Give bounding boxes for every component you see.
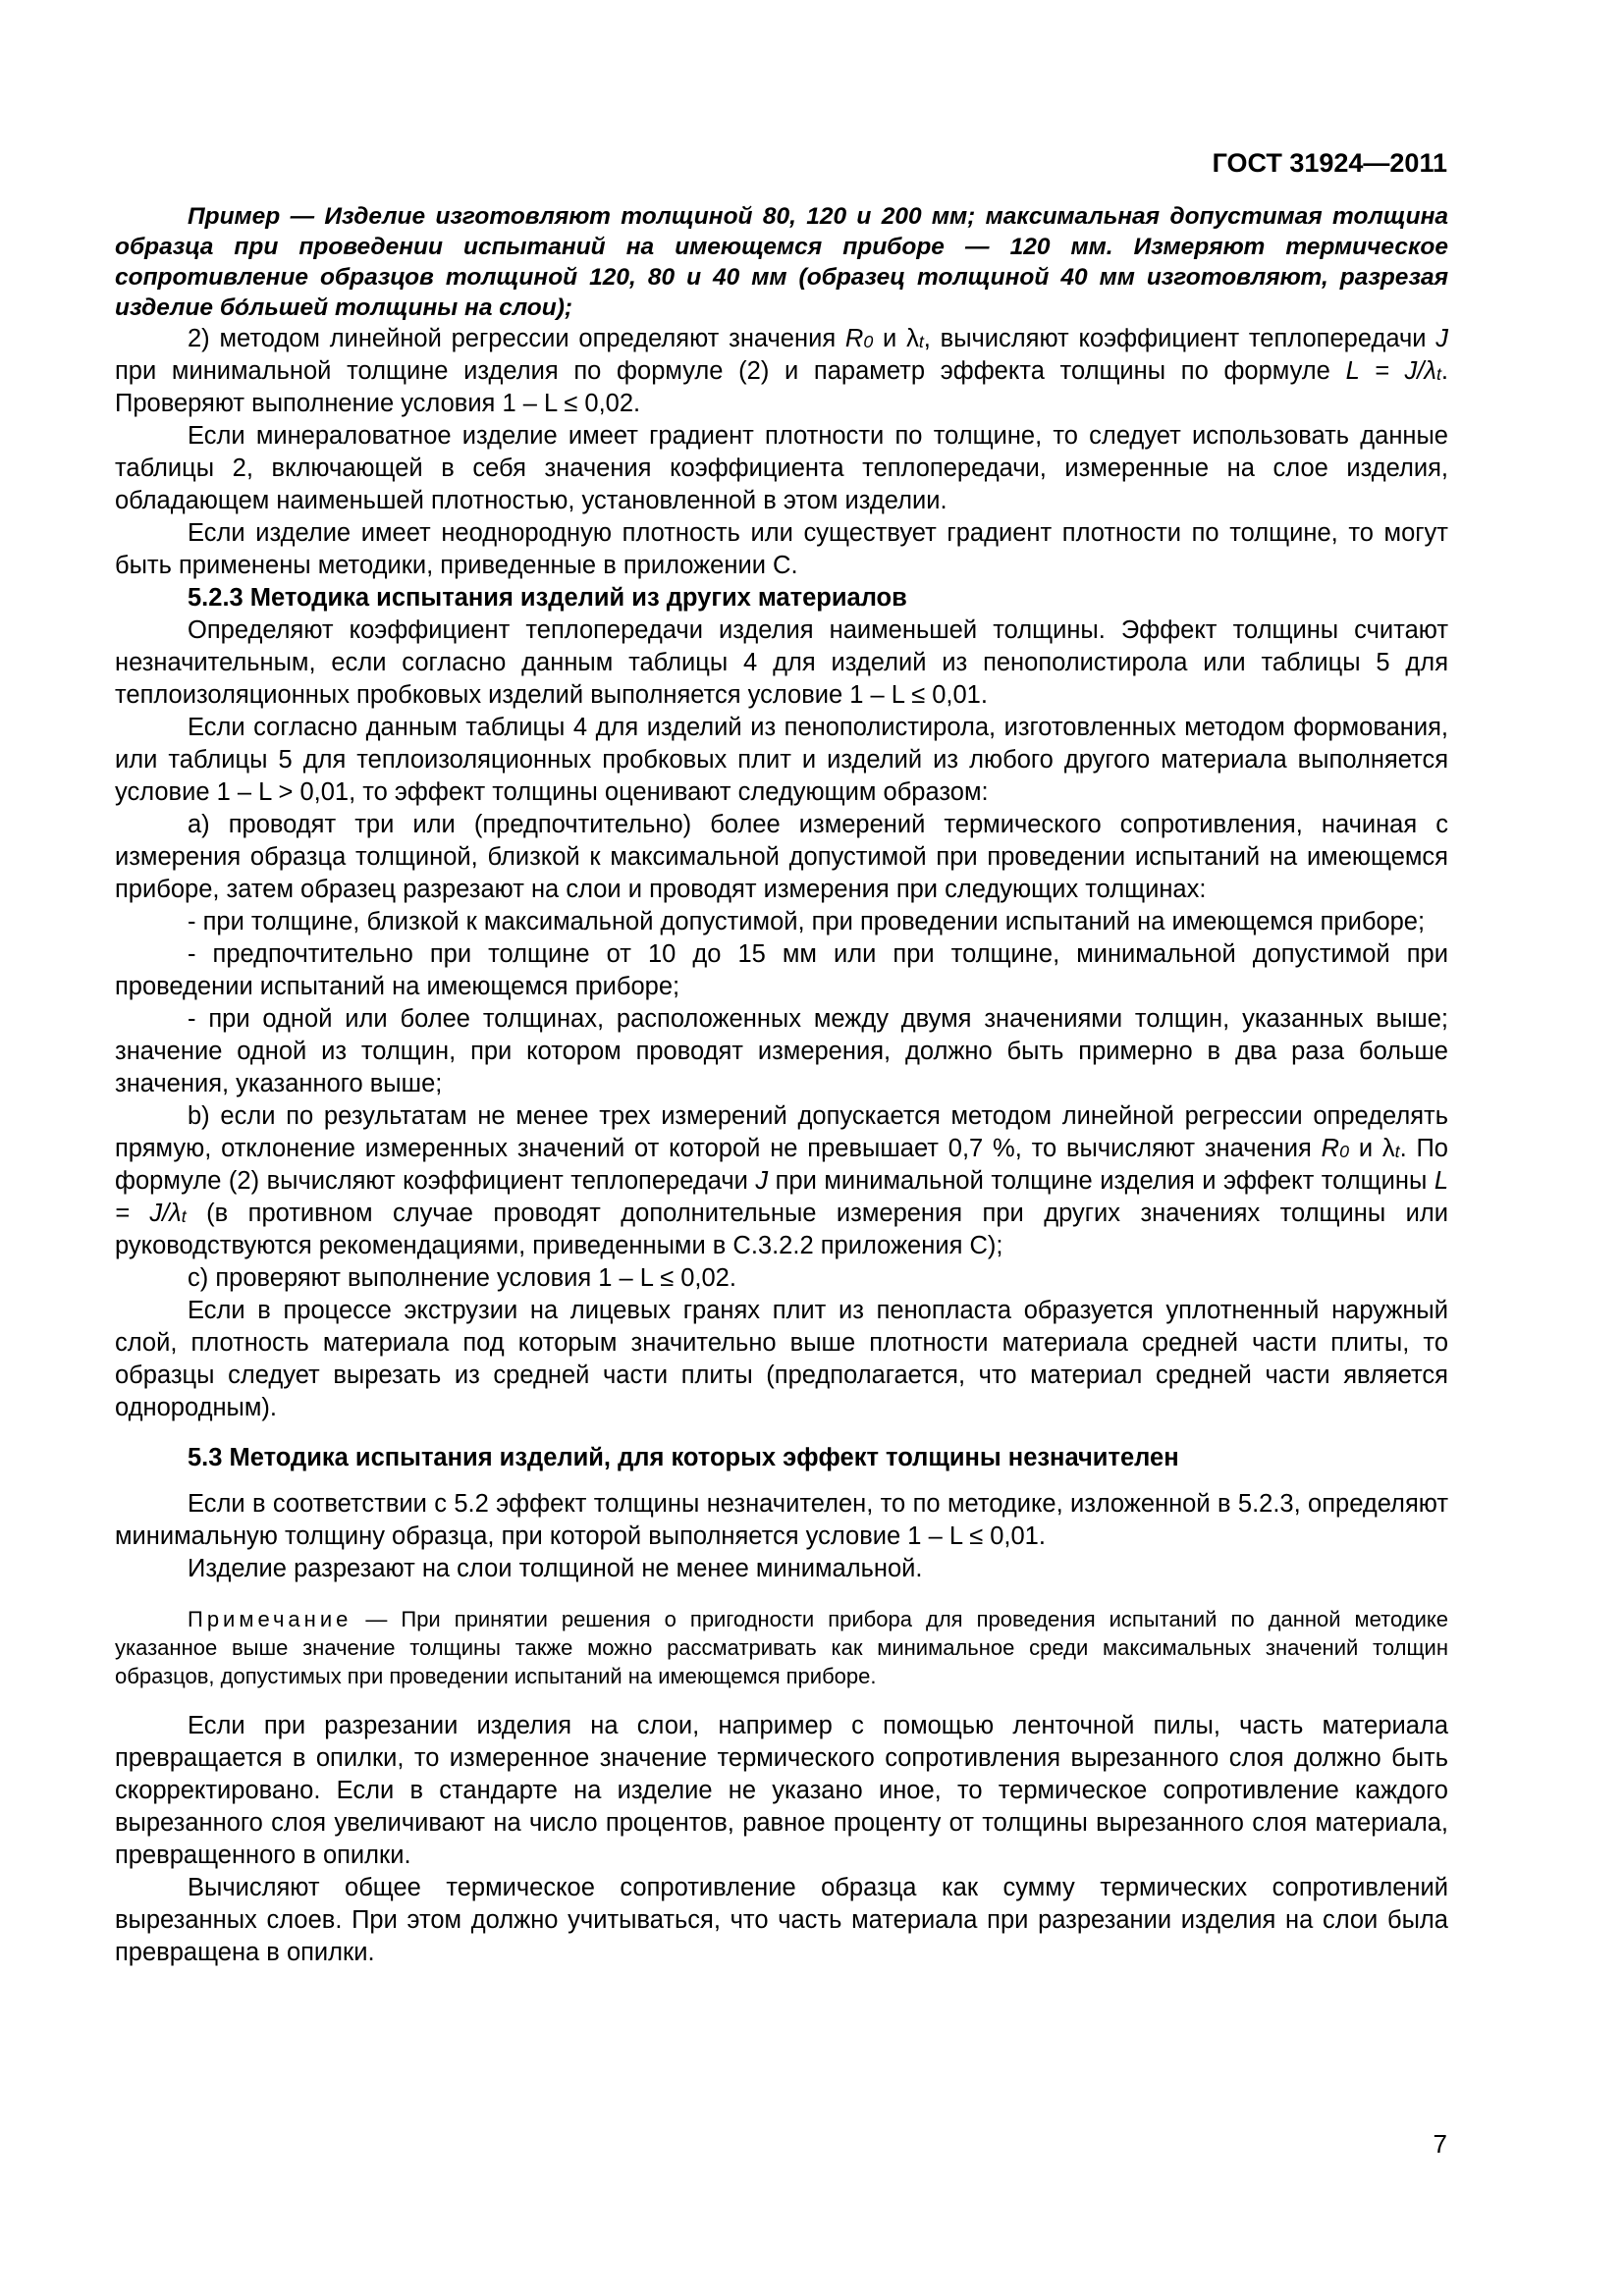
symbol-lambda-t: $\lambda_t$ bbox=[1381, 1135, 1400, 1162]
dash-item-3: - при одной или более толщинах, расположенных между двумя значениями толщин, указанных выше; значение одной из толщин, при котором проводят измерения, должно быть примерно в два раза больше значения, указанного выше; bbox=[115, 1005, 1448, 1097]
section-heading-5-2-3: 5.2.3 Методика испытания изделий из других материалов bbox=[188, 584, 907, 612]
standard-header: ГОСТ 31924—2011 bbox=[1212, 148, 1447, 178]
list-item-c: c) проверяют выполнение условия 1 – L ≤ 0,02. bbox=[188, 1264, 736, 1292]
section-heading-5-3: 5.3 Методика испытания изделий, для которых эффект толщины незначителен bbox=[188, 1444, 1179, 1471]
formula-L: $L = J/\lambda_t$ bbox=[115, 1167, 1449, 1227]
list-item-a: а) проводят три или (предпочтительно) более измерений термического сопротивления, начиная с измерения образца толщиной, близкой к максимальной допустимой при проведении испытаний на имеющемся приборе, затем образец разрезают на слои и проводят измерения при следующих толщинах: bbox=[115, 811, 1448, 903]
page-number: 7 bbox=[1433, 2129, 1447, 2159]
symbol-J: J bbox=[1435, 325, 1448, 352]
symbol-R0: $R_0$ bbox=[1321, 1135, 1350, 1162]
paragraph-5-2-3-significant: Если согласно данным таблицы 4 для изделий из пенополистирола, изготовленных методом формования, или таблицы 5 для теплоизоляционных пробковых плит и изделий из любого другого материала выполняется условие 1 – L > 0,01, то эффект толщины оценивают следующим образом: bbox=[115, 714, 1448, 806]
dash-item-2: - предпочтительно при толщине от 10 до 15 мм или при толщине, минимальной допустимой при проведении испытаний на имеющемся приборе; bbox=[115, 940, 1448, 1000]
note-paragraph: Примечание — При принятии решения о пригодности прибора для проведения испытаний по данной методике указанное выше значение толщины также можно рассматривать как минимальное среди максимальных значений толщин образцов, допустимых при проведении испытаний на имеющемся приборе. bbox=[115, 1607, 1448, 1688]
paragraph-5-2-3-insignificant: Определяют коэффициент теплопередачи изделия наименьшей толщины. Эффект толщины считают незначительным, если согласно данным таблицы 4 для изделий из пенополистирола или таблицы 5 для теплоизоляционных пробковых изделий выполняется условие 1 – L ≤ 0,01. bbox=[115, 616, 1448, 709]
dash-item-1: - при толщине, близкой к максимальной допустимой, при проведении испытаний на имеющемся приборе; bbox=[188, 908, 1426, 935]
condition-le-001: 1 – L ≤ 0,01 bbox=[849, 681, 981, 709]
condition-gt-001: 1 – L > 0,01 bbox=[216, 778, 350, 806]
paragraph-total-resistance: Вычисляют общее термическое сопротивление образца как сумму термических сопротивлений вырезанных слоев. При этом должно учитываться, что часть материала при разрезании изделия на слои была превращена в опилки. bbox=[115, 1874, 1448, 1966]
symbol-lambda-t: $\lambda_t$ bbox=[906, 325, 924, 352]
paragraph-extrusion: Если в процессе экструзии на лицевых гранях плит из пенопласта образуется уплотненный наружный слой, плотность материала под которым значительно выше плотности материала средней части плиты, то образцы следует вырезать из средней части плиты (предполагается, что материал средней части является однородным). bbox=[115, 1297, 1448, 1421]
paragraph-nonuniform-density: Если изделие имеет неоднородную плотность или существует градиент плотности по толщине, то могут быть применены методики, приведенные в приложении С. bbox=[115, 519, 1448, 579]
paragraph-sawdust-correction: Если при разрезании изделия на слои, например с помощью ленточной пилы, часть материала превращается в опилки, то измеренное значение термического сопротивления вырезанного слоя должно быть скорректировано. Если в стандарте на изделие не указано иное, то термическое сопротивление каждого вырезанного слоя увеличивают на число процентов, равное проценту от толщины вырезанного слоя материала, превращенного в опилки. bbox=[115, 1712, 1448, 1869]
paragraph-linear-regression: 2) методом линейной регрессии определяют значения $R_0$ и $\lambda_t$, вычисляют коэффициент теплопередачи J при минимальной толщине изделия по формуле (2) и параметр эффекта толщины по формуле $L = J/\lambda_t$. Проверяют выполнение условия 1 – L ≤ 0,02. bbox=[115, 325, 1448, 417]
condition-le-002: 1 – L ≤ 0,02 bbox=[598, 1264, 730, 1292]
paragraph-5-3-cut-layers: Изделие разрезают на слои толщиной не менее минимальной. bbox=[188, 1555, 923, 1582]
note-label: Примечание bbox=[188, 1607, 352, 1631]
example-paragraph: Пример — Изделие изготовляют толщиной 80, 120 и 200 мм; максимальная допустимая толщина образца при проведении испытаний на имеющемся приборе — 120 мм. Измеряют термическое сопротивление образцов толщиной 120, 80 и 40 мм (образец толщиной 40 мм изготовляют, разрезая изделие бо́льшей толщины на слои); bbox=[115, 203, 1448, 321]
list-item-b: b) если по результатам не менее трех измерений допускается методом линейной регрессии определять прямую, отклонение измеренных значений от которой не превышает 0,7 %, то вычисляют значения $R_0$ и $\lambda_t$. По формуле (2) вычисляют коэффициент теплопередачи J при минимальной толщине изделия и эффект толщины $L = J/\lambda_t$ (в противном случае проводят дополнительные измерения при других значениях толщины или руководствуются рекомендациями, приведенными в С.3.2.2 приложения С); bbox=[115, 1102, 1449, 1259]
symbol-R0: $R_0$ bbox=[844, 325, 874, 352]
page-content bbox=[115, 201, 1448, 1969]
condition-le-001: 1 – L ≤ 0,01 bbox=[907, 1522, 1039, 1550]
condition-le-002: 1 – L ≤ 0,02 bbox=[502, 390, 634, 417]
paragraph-5-3-min-thickness: Если в соответствии с 5.2 эффект толщины незначителен, то по методике, изложенной в 5.2.3, определяют минимальную толщину образца, при которой выполняется условие 1 – L ≤ 0,01. bbox=[115, 1490, 1448, 1550]
symbol-J: J bbox=[755, 1167, 769, 1195]
formula-L: $L = J/\lambda_t$ bbox=[1345, 357, 1441, 385]
paragraph-mineral-wool: Если минераловатное изделие имеет градиент плотности по толщине, то следует использовать данные таблицы 2, включающей в себя значения коэффициента теплопередачи, измеренные на слое изделия, обладающем наименьшей плотностью, установленной в этом изделии. bbox=[115, 422, 1448, 514]
